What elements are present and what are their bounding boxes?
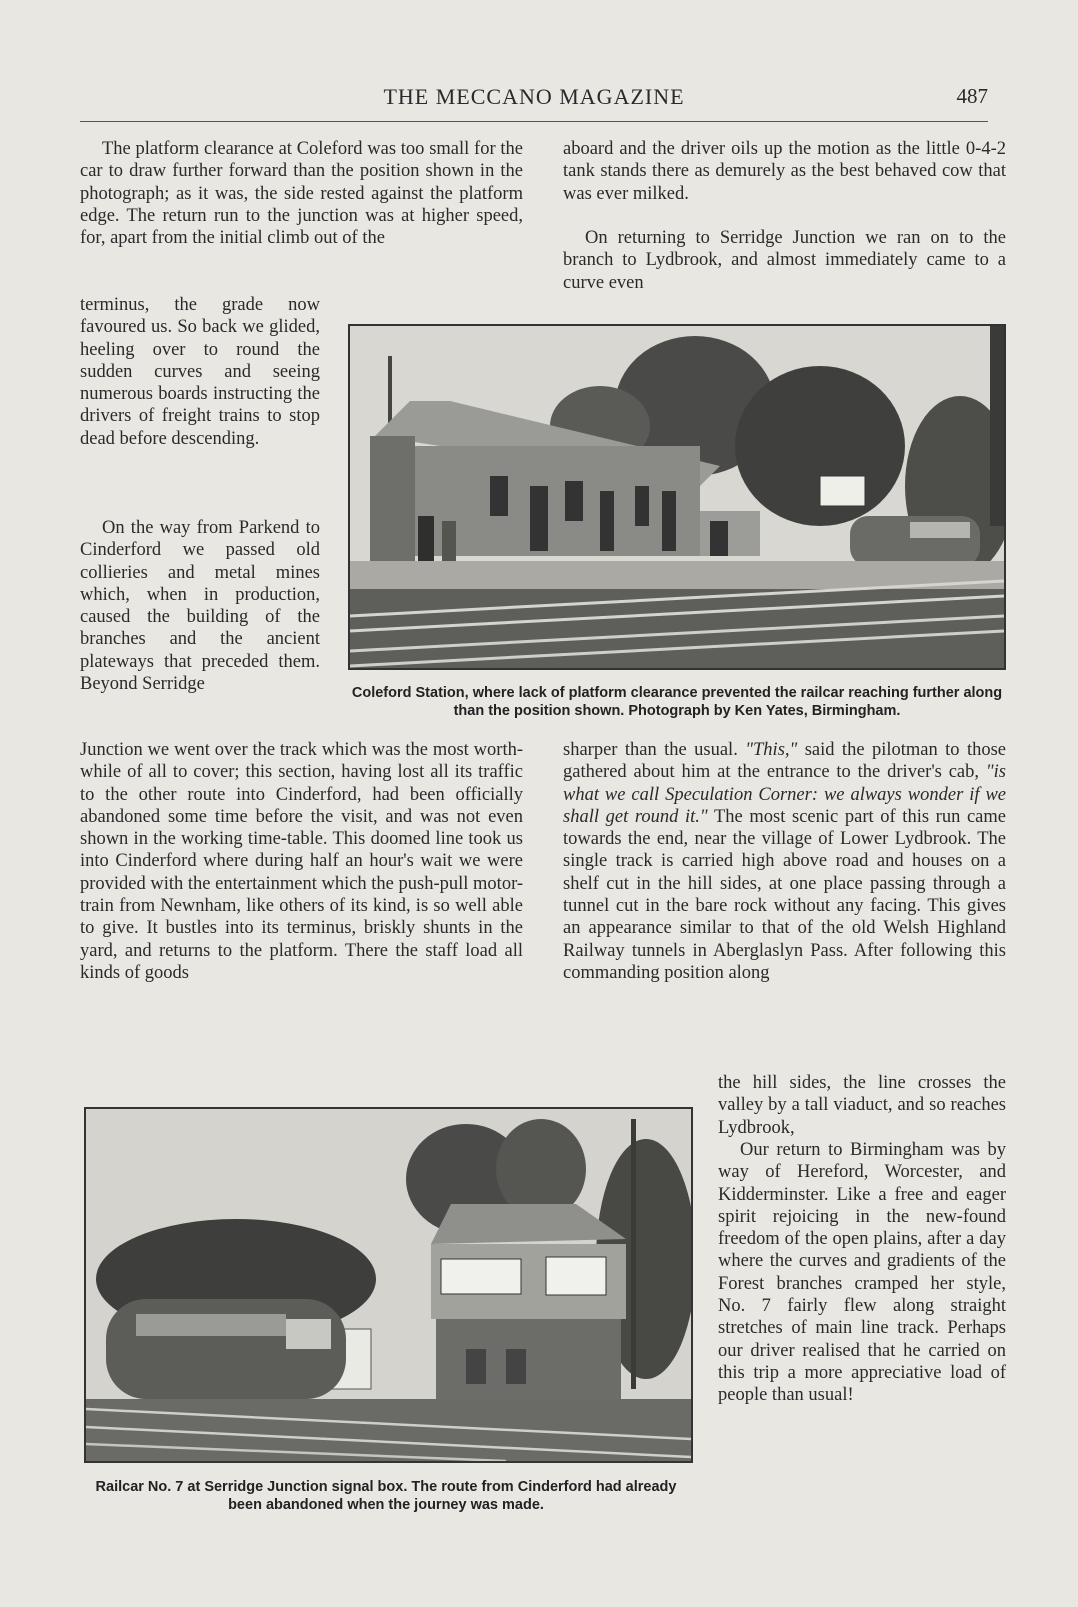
article-paragraph: Our return to Birmingham was by way of Hereford, Worcester, and Kidderminster. Like a free and eager spirit rejoicing in the new-found freedom of the open plains, after a day where the curves and gradients of the Forest branches cramped her style, No. 7 fairly flew along straight stretches of main line track. Perhaps our driver realised that he carried on this trip a more appreciative load of people than usual! — [718, 1140, 1006, 1406]
top-photo-caption: Coleford Station, where lack of platform clearance prevented the railcar reaching further along than the position shown. Photograph by Ken Yates, Birmingham. — [351, 685, 1003, 719]
magazine-title: THE MECCANO MAGAZINE — [383, 84, 685, 109]
article-paragraph: On returning to Serridge Junction we ran on to the branch to Lydbrook, and almost immediately came to a curve even — [563, 228, 1006, 293]
text-run: The most scenic part of this run came towards the end, near the village of Lower Lydbrook. The single track is carried high above road and houses on a shelf cut in the hill sides, at one place passing through a tunnel cut in the bare rock without any facing. This gives an appearance similar to that of the old Welsh Highland Railway tunnels in Aberglaslyn Pass. After following this commanding position along — [563, 806, 1006, 983]
quoted-text: "is what we call Speculation Corner: we always wonder if we shall get round it." — [563, 762, 1006, 827]
serridge-signal-box-photo — [84, 1107, 693, 1463]
article-paragraph: The platform clearance at Coleford was too small for the car to draw further forward than the position shown in the photograph; as it was, the side rested against the platform edge. The return run to the junction was at higher speed, for, apart from the initial climb out of the — [80, 139, 523, 249]
article-paragraph: Junction we went over the track which was the most worth-while of all to cover; this section, having lost all its traffic to the other route into Cinderford, had been officially abandoned some time before the visit, and was not even shown in the working time-table. This doomed line took us into Cinderford where during half an hour's wait we were provided with the entertainment which the push-pull motor-train from Newnham, like others of its kind, is so well able to give. It bustles into its terminus, briskly shunts in the yard, and returns to the platform. There the staff load all kinds of goods — [80, 740, 524, 983]
text-run: sharper than the usual. — [563, 740, 746, 760]
signal-box-illustration — [86, 1109, 691, 1461]
article-paragraph: terminus, the grade now favoured us. So back we glided, heeling over to round the sudden curves and seeing numerous boards instructing the drivers of freight trains to stop dead before descending. — [80, 295, 320, 449]
station-illustration — [350, 326, 1004, 668]
page-number: 487 — [956, 84, 988, 108]
text-run: said the pilotman to those gathered about him at the entrance to the driver's cab, — [563, 740, 1006, 783]
quoted-text: "This," — [745, 740, 798, 760]
article-paragraph: the hill sides, the line crosses the valley by a tall viaduct, and so reaches Lydbrook, — [718, 1073, 1006, 1138]
coleford-station-photo — [348, 324, 1006, 670]
article-paragraph: On the way from Parkend to Cinderford we passed old collieries and metal mines which, when in production, caused the building of the branches and the ancient plateways that preceded them. Beyond Serridge — [80, 518, 320, 695]
page-header — [80, 84, 988, 118]
article-paragraph: aboard and the driver oils up the motion as the little 0-4-2 tank stands there as demurely as the best behaved cow that was ever milked. — [563, 139, 1006, 204]
header-rule — [80, 121, 988, 122]
bottom-photo-caption: Railcar No. 7 at Serridge Junction signal box. The route from Cinderford had already been abandoned when the journey was made. — [95, 1479, 677, 1513]
article-paragraph — [563, 739, 1006, 984]
